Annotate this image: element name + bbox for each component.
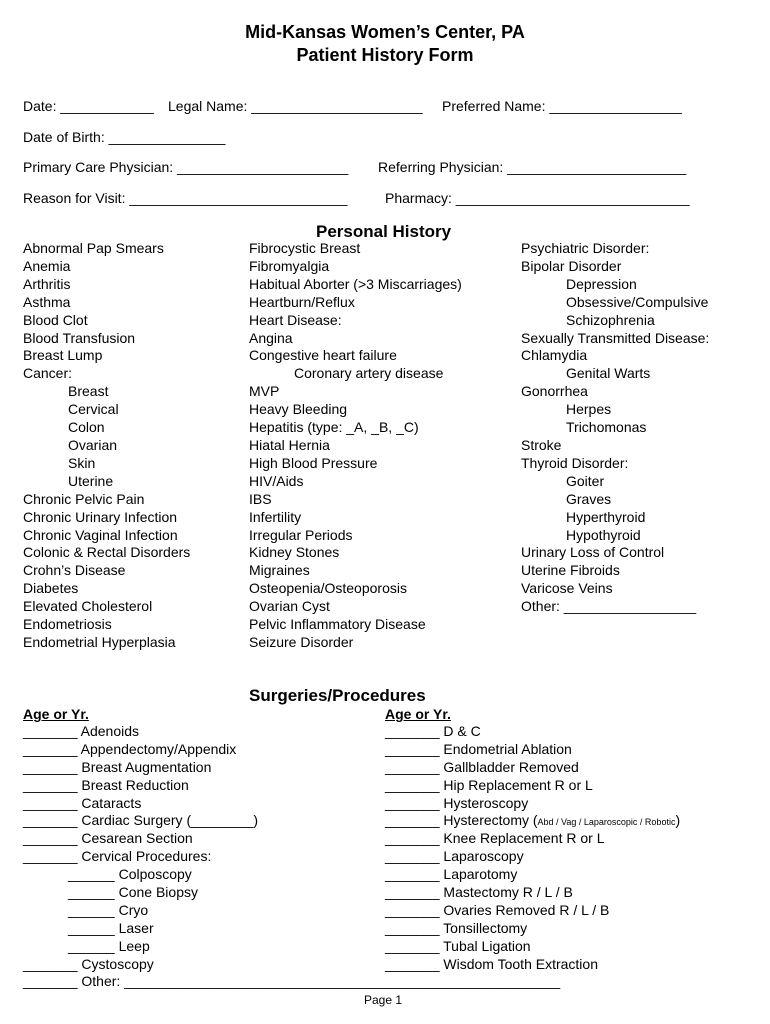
history-item[interactable]: Hiatal Hernia: [249, 436, 330, 453]
form-title: Mid-Kansas Women’s Center, PA: [245, 22, 525, 42]
surgery-item[interactable]: [385, 920, 680, 938]
surgery-item[interactable]: [385, 848, 680, 866]
surgery-label: D & C: [439, 723, 481, 739]
surgery-label: Laser: [114, 919, 154, 936]
history-item[interactable]: Stroke: [521, 436, 562, 453]
surgery-label: Cervical Procedures:: [77, 848, 212, 865]
history-item[interactable]: Congestive heart failure: [249, 347, 397, 364]
history-item[interactable]: Abnormal Pap Smears: [23, 240, 164, 256]
surgery-label: Breast Reduction: [77, 776, 189, 793]
age-blank[interactable]: ______: [68, 884, 115, 901]
surgery-label: Tonsillectomy: [439, 919, 528, 936]
referring-physician-field[interactable]: Referring Physician: _______________________: [378, 159, 687, 175]
age-blank[interactable]: _______: [23, 955, 78, 972]
page-number: Page 1: [364, 993, 403, 1007]
history-item[interactable]: Chronic Pelvic Pain: [23, 490, 145, 507]
surgery-label: Cone Biopsy: [114, 884, 198, 901]
history-item[interactable]: Sexually Transmitted Disease:: [521, 329, 710, 346]
history-item[interactable]: Cancer:: [23, 365, 73, 382]
surgery-label: Endometrial Ablation: [439, 740, 572, 757]
history-item[interactable]: Colonic & Rectal Disorders: [23, 544, 191, 561]
history-item[interactable]: Endometrial Hyperplasia: [23, 633, 176, 650]
history-item[interactable]: Angina: [249, 329, 293, 346]
surgery-label: Knee Replacement R or L: [439, 830, 605, 847]
history-item[interactable]: Uterine Fibroids: [521, 562, 620, 579]
age-blank[interactable]: _______: [23, 740, 78, 757]
surgery-label: Other: ________________________________________________________: [77, 973, 561, 990]
history-column-2: [249, 240, 462, 652]
history-item[interactable]: Migraines: [249, 562, 310, 579]
history-item[interactable]: Osteopenia/Osteoporosis: [249, 580, 407, 597]
history-item[interactable]: Graves: [566, 490, 612, 507]
age-blank[interactable]: _______: [385, 812, 440, 829]
legal-name-field[interactable]: Legal Name: ______________________: [168, 98, 423, 114]
history-item[interactable]: Chlamydia: [521, 347, 588, 364]
age-blank[interactable]: _______: [23, 848, 78, 865]
history-item[interactable]: Diabetes: [23, 580, 79, 597]
reason-for-visit-field[interactable]: Reason for Visit: ____________________________: [23, 190, 348, 206]
history-item[interactable]: Seizure Disorder: [249, 633, 354, 650]
history-item[interactable]: Goiter: [566, 472, 605, 489]
history-item[interactable]: Cervical: [68, 401, 119, 418]
surgery-label: Appendectomy/Appendix: [77, 740, 237, 757]
history-item[interactable]: Irregular Periods: [249, 526, 353, 543]
age-blank[interactable]: _______: [23, 973, 78, 990]
history-item[interactable]: Ovarian Cyst: [249, 598, 330, 615]
history-item[interactable]: Anemia: [23, 257, 71, 274]
history-item[interactable]: Coronary artery disease: [294, 365, 444, 382]
age-blank[interactable]: _______: [23, 758, 78, 775]
age-blank[interactable]: ______: [68, 866, 115, 883]
history-item[interactable]: Colon: [68, 419, 105, 436]
age-label-right: Age or Yr.: [385, 706, 451, 722]
history-item[interactable]: Urinary Loss of Control: [521, 544, 665, 561]
age-blank[interactable]: _______: [385, 901, 440, 918]
hysterectomy-options: Abd / Vag / Laparoscopic / Robotic: [537, 817, 676, 828]
history-item[interactable]: Other: _________________: [521, 598, 697, 615]
surgery-item[interactable]: [385, 741, 680, 759]
age-blank[interactable]: _______: [385, 937, 440, 954]
surgery-item[interactable]: [385, 884, 680, 902]
surgery-item[interactable]: [385, 956, 680, 974]
history-item[interactable]: Uterine: [68, 472, 114, 489]
history-item[interactable]: Psychiatric Disorder:: [521, 240, 650, 256]
date-field[interactable]: Date: ____________: [23, 98, 154, 114]
history-item[interactable]: Breast Lump: [23, 347, 103, 364]
surgery-item[interactable]: [385, 866, 680, 884]
age-blank[interactable]: _______: [385, 866, 440, 883]
history-item[interactable]: High Blood Pressure: [249, 454, 378, 471]
history-item[interactable]: Fibrocystic Breast: [249, 240, 361, 256]
age-blank[interactable]: _______: [385, 776, 440, 793]
surgery-label: Colposcopy: [114, 866, 192, 883]
history-item[interactable]: IBS: [249, 490, 272, 507]
history-item[interactable]: MVP: [249, 383, 280, 400]
history-item[interactable]: Habitual Aborter (>3 Miscarriages): [249, 275, 462, 292]
age-blank[interactable]: _______: [385, 848, 440, 865]
surgery-label: Mastectomy R / L / B: [439, 884, 573, 901]
surgery-label: Wisdom Tooth Extraction: [439, 955, 598, 972]
history-item[interactable]: Heavy Bleeding: [249, 401, 348, 418]
history-item[interactable]: Hypothyroid: [566, 526, 641, 543]
history-item[interactable]: Heartburn/Reflux: [249, 293, 355, 310]
preferred-name-field[interactable]: Preferred Name: _________________: [442, 98, 682, 114]
history-item[interactable]: Hepatitis (type: _A, _B, _C): [249, 419, 419, 436]
history-item[interactable]: Crohn’s Disease: [23, 562, 126, 579]
history-item[interactable]: Hyperthyroid: [566, 508, 646, 525]
history-item[interactable]: Obsessive/Compulsive: [566, 293, 709, 310]
surgery-item[interactable]: [23, 973, 560, 991]
surgeries-right-list: [385, 723, 680, 973]
history-column-1: [23, 240, 190, 652]
history-item[interactable]: Breast: [68, 383, 109, 400]
history-item[interactable]: Heart Disease:: [249, 311, 342, 328]
history-item[interactable]: Skin: [68, 454, 96, 471]
surgery-item[interactable]: [385, 830, 680, 848]
history-item[interactable]: Endometriosis: [23, 616, 112, 633]
age-blank[interactable]: _______: [385, 794, 440, 811]
surgery-label: Cataracts: [77, 794, 142, 811]
history-item[interactable]: Pelvic Inflammatory Disease: [249, 616, 426, 633]
history-item[interactable]: HIV/Aids: [249, 472, 304, 489]
age-blank[interactable]: _______: [385, 884, 440, 901]
surgery-label: Cesarean Section: [77, 830, 193, 847]
surgery-label: Cardiac Surgery (________): [77, 812, 259, 829]
history-item[interactable]: Arthritis: [23, 275, 71, 292]
age-blank[interactable]: _______: [23, 794, 78, 811]
surgeries-heading: Surgeries/Procedures: [249, 686, 426, 705]
age-blank[interactable]: _______: [23, 723, 78, 739]
age-blank[interactable]: _______: [23, 812, 78, 829]
age-blank[interactable]: _______: [385, 955, 440, 972]
surgery-label: Laparoscopy: [439, 848, 524, 865]
surgery-item[interactable]: [385, 902, 680, 920]
history-item[interactable]: Trichomonas: [566, 419, 647, 436]
surgery-label: Hip Replacement R or L: [439, 776, 593, 793]
surgery-label: Cryo: [114, 901, 149, 918]
surgery-item[interactable]: [385, 938, 680, 956]
pcp-field[interactable]: Primary Care Physician: ______________________: [23, 159, 349, 175]
history-item[interactable]: Gonorrhea: [521, 383, 588, 400]
surgery-label: Leep: [114, 937, 150, 954]
history-item[interactable]: Infertility: [249, 508, 302, 525]
history-item[interactable]: Asthma: [23, 293, 71, 310]
close-paren: ): [675, 812, 681, 829]
surgery-label: Ovaries Removed R / L / B: [439, 901, 610, 918]
age-blank[interactable]: _______: [23, 776, 78, 793]
surgery-label: Cystoscopy: [77, 955, 154, 972]
history-item[interactable]: Genital Warts: [566, 365, 651, 382]
surgery-label: Hysterectomy (: [439, 812, 538, 829]
history-item[interactable]: Chronic Vaginal Infection: [23, 526, 178, 543]
history-item[interactable]: Bipolar Disorder: [521, 257, 622, 274]
surgery-label: Laparotomy: [439, 866, 518, 883]
history-item[interactable]: Blood Clot: [23, 311, 88, 328]
age-label-left: Age or Yr.: [23, 706, 89, 722]
age-blank[interactable]: _______: [23, 830, 78, 847]
personal-history-heading: Personal History: [316, 222, 452, 241]
surgery-item[interactable]: [385, 723, 680, 741]
surgery-item[interactable]: [385, 759, 680, 777]
history-item[interactable]: Depression: [566, 275, 637, 292]
history-item[interactable]: Thyroid Disorder:: [521, 454, 629, 471]
age-blank[interactable]: ______: [68, 937, 115, 954]
age-blank[interactable]: _______: [385, 758, 440, 775]
surgery-label: Gallbladder Removed: [439, 758, 579, 775]
history-column-3: [521, 240, 709, 616]
history-item[interactable]: Ovarian: [68, 436, 118, 453]
surgery-label: Breast Augmentation: [77, 758, 212, 775]
history-item[interactable]: Blood Transfusion: [23, 329, 136, 346]
surgery-label: Adenoids: [77, 723, 140, 739]
history-item[interactable]: Fibromyalgia: [249, 257, 330, 274]
surgery-item[interactable]: [385, 777, 680, 795]
surgery-label: Hysteroscopy: [439, 794, 529, 811]
form-subtitle: Patient History Form: [296, 45, 474, 65]
surgery-label: Tubal Ligation: [439, 937, 531, 954]
history-item[interactable]: Varicose Veins: [521, 580, 613, 597]
age-blank[interactable]: _______: [385, 740, 440, 757]
history-item[interactable]: Elevated Cholesterol: [23, 598, 153, 615]
history-item[interactable]: Chronic Urinary Infection: [23, 508, 178, 525]
history-item[interactable]: Kidney Stones: [249, 544, 340, 561]
history-item[interactable]: Herpes: [566, 401, 612, 418]
pharmacy-field[interactable]: Pharmacy: ______________________________: [385, 190, 690, 206]
age-blank[interactable]: ______: [68, 919, 115, 936]
history-item[interactable]: Schizophrenia: [566, 311, 655, 328]
age-blank[interactable]: _______: [385, 723, 440, 739]
age-blank[interactable]: ______: [68, 901, 115, 918]
surgery-item[interactable]: [385, 795, 680, 813]
surgery-item[interactable]: [385, 812, 680, 830]
dob-field[interactable]: Date of Birth: _______________: [23, 129, 226, 145]
age-blank[interactable]: _______: [385, 830, 440, 847]
age-blank[interactable]: _______: [385, 919, 440, 936]
